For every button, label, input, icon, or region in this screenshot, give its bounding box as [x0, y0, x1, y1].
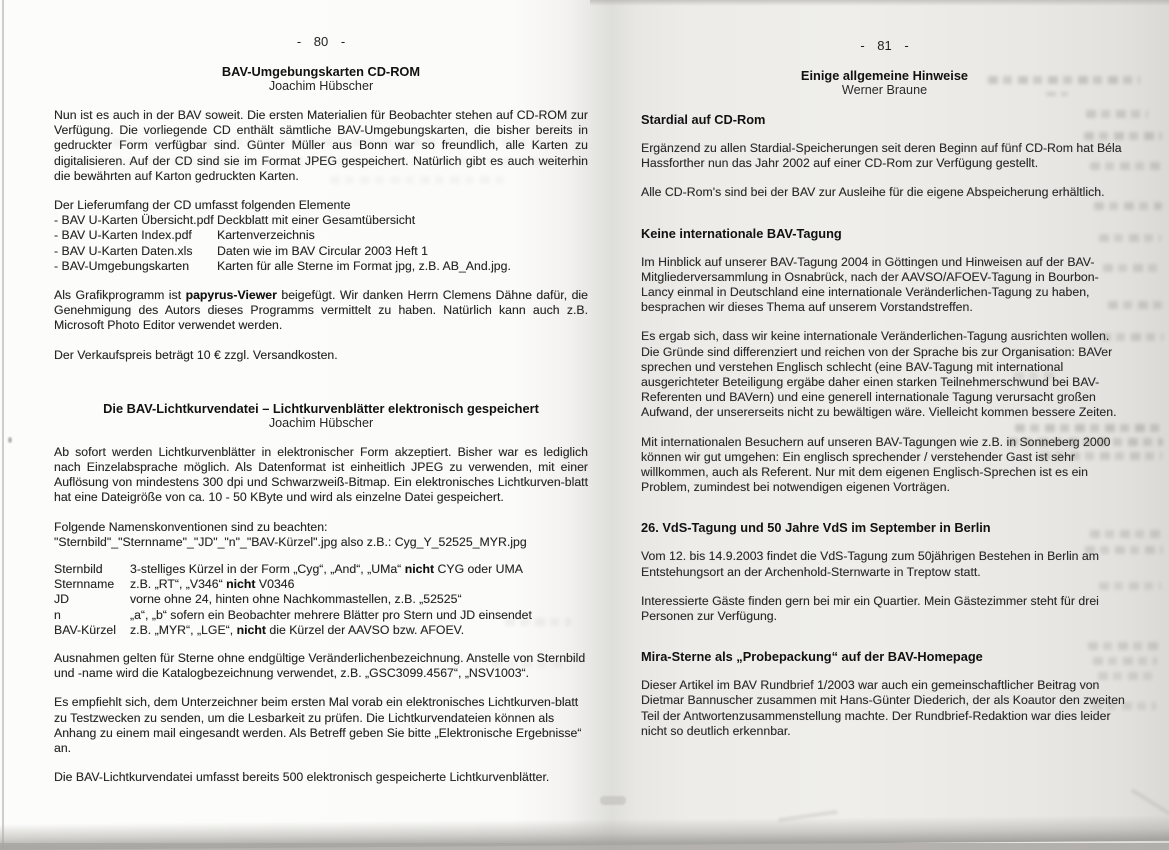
scan-streak: [1130, 788, 1169, 816]
cd-list-item: [54, 213, 588, 228]
cd-file-desc: Karten für alle Sterne im Format jpg, z.B. AB_And.jpg.: [217, 258, 511, 273]
bleedthrough-artifact: [1088, 642, 1160, 650]
section-vds-tagung: [641, 520, 1128, 624]
section-paragraph: Dieser Artikel im BAV Rundbrief 1/2003 war auch ein gemeinschaftlicher Beitrag von Dietmar Bannuscher zusammen mit Hans-Günter Diederich, der als Koautor den zweiten Teil der Antwortenzusammenstellung machte. Der Rundbrief-Redaktion war dies leider nicht so deutlich erkennbar.: [641, 678, 1125, 738]
article1-author: Joachim Hübscher: [268, 79, 374, 93]
cd-file-desc: Kartenverzeichnis: [217, 228, 315, 243]
cd-file-desc: Deckblatt mit einer Gesamtübersicht: [217, 213, 416, 228]
bleedthrough-artifact: [1103, 264, 1161, 272]
cd-file-desc: Daten wie im BAV Circular 2003 Heft 1: [217, 243, 428, 258]
text-segment: vorne ohne 24, hinten ohne Nachkommastellen, z.B. „52525“: [130, 592, 462, 607]
article2-paragraph-intro: Ab sofort werden Lichtkurvenblätter in elektronischer Form akzeptiert. Bisher war es lediglich nach Einzelabsprache möglich. Als Datenformat ist einheitlich JPEG zu verwenden, mit einer Auflösung von mindestens 300 dpi und Schwarzweiß-Bitmap. Ein elektronisches Lichtkurven-blatt hat eine Dateigröße von ca. 10 - 50 KByte und wird als einzelne Datei gespeichert.: [54, 444, 588, 505]
naming-label: n: [54, 607, 61, 622]
scanner-edge-line: [2, 0, 4, 850]
bleedthrough-artifact: [1086, 110, 1148, 118]
section-heading-vds-tagung: 26. VdS-Tagung und 50 Jahre VdS im September in Berlin: [641, 520, 991, 536]
section-heading-keine-tagung: Keine internationale BAV-Tagung: [641, 225, 842, 241]
bleedthrough-artifact: [1014, 372, 1056, 380]
article2: [54, 401, 588, 786]
page-80: [54, 34, 588, 800]
emphasis-nicht: nicht: [236, 622, 266, 637]
cd-contents-intro: Der Lieferumfang der CD umfasst folgenden Elemente: [54, 198, 351, 213]
bleedthrough-artifact: [1090, 530, 1162, 538]
page-number-left: - 80 -: [296, 34, 346, 49]
article1-paragraph-price: Der Verkaufspreis beträgt 10 € zzgl. Versandkosten.: [54, 347, 338, 362]
text-segment: „a“, „b“ sofern ein Beobachter mehrere Blätter pro Stern und JD einsendet: [130, 607, 532, 622]
section-paragraph: Mit internationalen Besuchern auf unseren BAV-Tagungen wie z.B. in Sonneberg 2000 können wir gut umgehen: Ein englisch sprechender / verstehender Gast ist sehr willkommen, auch als Referent. Nur mit dem eigenen Englisch-Sprechen ist es ein Problem, zumindest bei notwendigen eigenen Vorträgen.: [641, 434, 1111, 495]
cd-list-item: [54, 259, 588, 274]
text-segment: z.B. „MYR“, „LGE“,: [130, 622, 237, 637]
bleedthrough-artifact: [1101, 333, 1163, 341]
bleedthrough-artifact: [1093, 657, 1157, 665]
bleedthrough-artifact: [112, 138, 542, 146]
cd-file-name: - BAV U-Karten Übersicht.pdf: [54, 213, 214, 228]
naming-label: Sternbild: [54, 562, 103, 577]
scan-speck: [8, 437, 12, 443]
section-paragraph: Ergänzend zu allen Stardial-Speicherungen seit deren Beginn auf fünf CD-Rom hat Béla Hassforther nun das Jahr 2002 auf einer CD-Rom zur Verfügung gestellt.: [641, 141, 1122, 171]
article2-paragraph-count: Die BAV-Lichtkurvendatei umfasst bereits 500 elektronisch gespeicherte Lichtkurvenblätter.: [54, 770, 550, 785]
scan-top-shadow: [590, 0, 1169, 6]
text-segment: CYG oder UMA: [434, 562, 523, 577]
section-paragraph: Vom 12. bis 14.9.2003 findet die VdS-Tagung zum 50jährigen Bestehen in Berlin am Entstehungsort an der Archenhold-Sternwarte in Treptow statt.: [641, 549, 1100, 579]
cd-contents-list: [54, 213, 588, 274]
text-segment: z.B. „RT“, „V346“: [130, 577, 227, 592]
naming-table: [54, 562, 588, 638]
emphasis-nicht: nicht: [226, 577, 256, 592]
naming-desc: [130, 577, 588, 592]
article2-author: Joachim Hübscher: [268, 415, 374, 430]
section-paragraph: Alle CD-Rom's sind bei der BAV zur Ausleihe für die eigene Abspeicherung erhältlich.: [641, 185, 1105, 200]
article2-paragraph-test: Es empfiehlt sich, dem Unterzeichner beim ersten Mal vorab ein elektronisches Lichtkurven-blatt zu Testzwecken zu senden, um die Lesbarkeit zu prüfen. Die Lichtkurvendateien können als Anhang zu einem mail eingesandt werden. Als Betreff geben Sie bitte „Elektronische Ergebnisse“ an.: [54, 695, 582, 756]
page81-author: Werner Braune: [841, 83, 928, 97]
bleedthrough-artifact: [492, 660, 566, 668]
naming-label: JD: [54, 592, 70, 607]
bleedthrough-artifact: [1008, 438, 1163, 446]
section-paragraph: Es ergab sich, dass wir keine internationale Veränderlichen-Tagung ausrichten wollen. Die Gründe sind differenziert und reichen von der Sprache bis zur Organisation: BAVer sprechen und verstehen Englisch schlecht (eine BAV-Tagung mit international ausgerichteter Beteiligung ergäbe daher einen starken Teilnehmerschwund bei BAV-Referenten und BAVern) und eine generell internationale Tagung verursacht großen Aufwand, der unsererseits nicht zu bewältigen wäre. Vielleicht kommen bessere Zeiten.: [641, 329, 1117, 420]
section-heading-stardial: Stardial auf CD-Rom: [641, 112, 766, 127]
emphasis-nicht: nicht: [404, 562, 435, 577]
scan-smudge: [600, 796, 626, 805]
bleedthrough-artifact: [1085, 546, 1163, 554]
section-paragraph: Interessierte Gäste finden gern bei mir ein Quartier. Mein Gästezimmer steht für drei Personen zur Verfügung.: [641, 593, 1099, 624]
cd-file-name: - BAV U-Karten Daten.xls: [54, 243, 193, 258]
text-segment: beigefügt. Wir danken Herrn Clemens Dähne dafür, die Genehmigung des Autors dieses Programms vermittelt zu haben. Natürlich kann auch z.B. Microsoft Photo Editor verwendet werden.: [54, 288, 588, 333]
bleedthrough-artifact: [988, 76, 1140, 84]
section-heading-mira-sterne: Mira-Sterne als „Probepackung“ auf der BAV-Homepage: [641, 649, 983, 665]
scan-bottom-edge: [0, 843, 1169, 850]
bleedthrough-artifact: [1094, 202, 1162, 210]
bleedthrough-artifact: [1015, 424, 1163, 432]
naming-desc: [130, 562, 588, 577]
article1-paragraph-intro: Nun ist es auch in der BAV soweit. Die ersten Materialien für Beobachter stehen auf CD-ROM zur Verfügung. Die vorliegende CD enthält sämtliche BAV-Umgebungskarten, die bisher bereits in gedruckter Form verfügbar sind. Günter Müller aus Bonn war so freundlich, alle Karten zu digitalisieren. Auf der CD sind sie im Format JPEG gespeichert. Natürlich gibt es auch weiterhin die bewährten auf Karton gedruckten Karten.: [54, 108, 588, 183]
article1-paragraph-software: [54, 288, 588, 334]
bleedthrough-artifact: [1090, 162, 1162, 170]
naming-label: Sternname: [54, 577, 115, 592]
text-segment: die Kürzel der AAVSO bzw. AFOEV.: [265, 622, 465, 637]
naming-label: BAV-Kürzel: [54, 622, 116, 637]
bleedthrough-artifact: [1084, 132, 1162, 140]
page81-title: Einige allgemeine Hinweise: [800, 68, 969, 83]
naming-conventions-intro: Folgende Namenskonventionen sind zu beachten:: [54, 519, 328, 534]
naming-desc: [130, 592, 588, 607]
section-mira-sterne: [641, 649, 1128, 739]
section-paragraph: Im Hinblick auf unserer BAV-Tagung 2004 in Göttingen und Hinweisen auf der BAV-Mitgliederversammlung in Osnabrück, nach der AAVSO/AFOEV-Tagung in Bourbon-Lancy einmal in Deutschland eine internationale Veränderlichen-Tagung zu haben, besprachen wir dieses Thema auf unserem Vorstandstreffen.: [641, 254, 1099, 315]
naming-pattern: "Sternbild"_"Sternname"_"JD"_"n"_"BAV-Kürzel".jpg also z.B.: Cyg_Y_52525_MYR.jpg: [54, 534, 527, 549]
text-segment: Als Grafikprogramm ist: [54, 288, 186, 303]
bleedthrough-artifact: [505, 618, 571, 626]
page-number-right: - 81 -: [860, 38, 909, 53]
bleedthrough-artifact: [82, 158, 552, 166]
cd-file-name: - BAV-Umgebungskarten: [54, 258, 190, 273]
article2-title: Die BAV-Lichtkurvendatei – Lichtkurvenblätter elektronisch gespeichert: [103, 400, 539, 416]
cd-list-item: [54, 228, 588, 243]
naming-row: [54, 592, 588, 607]
page-81: [641, 38, 1128, 753]
article2-paragraph-exceptions: Ausnahmen gelten für Sterne ohne endgültige Veränderlichenbezeichnung. Anstelle von Sternbild und -name wird die Katalogbezeichnung verwendet, z.B. „GSC3099.4567“, „NSV1003“.: [54, 651, 586, 681]
bleedthrough-artifact: [1099, 582, 1161, 590]
bleedthrough-artifact: [1108, 301, 1162, 309]
section-stardial: [641, 112, 1128, 201]
text-segment: 3-stelliges Kürzel in der Form „Cyg“, „And“, „UMa“: [130, 562, 405, 577]
bleedthrough-artifact: [1099, 234, 1161, 242]
bleedthrough-artifact: [1098, 672, 1156, 680]
cd-list-item: [54, 244, 588, 259]
cd-file-name: - BAV U-Karten Index.pdf: [54, 228, 192, 243]
article1-title: BAV-Umgebungskarten CD-ROM: [221, 64, 421, 79]
naming-row: [54, 577, 588, 592]
bleedthrough-artifact: [1046, 92, 1068, 96]
naming-row: [54, 562, 588, 577]
text-segment: V0346: [255, 577, 295, 592]
bleedthrough-artifact: [1040, 452, 1162, 460]
bleedthrough-artifact: [1092, 702, 1156, 710]
bleedthrough-artifact: [330, 176, 510, 184]
software-name-bold: papyrus-Viewer: [185, 288, 277, 303]
